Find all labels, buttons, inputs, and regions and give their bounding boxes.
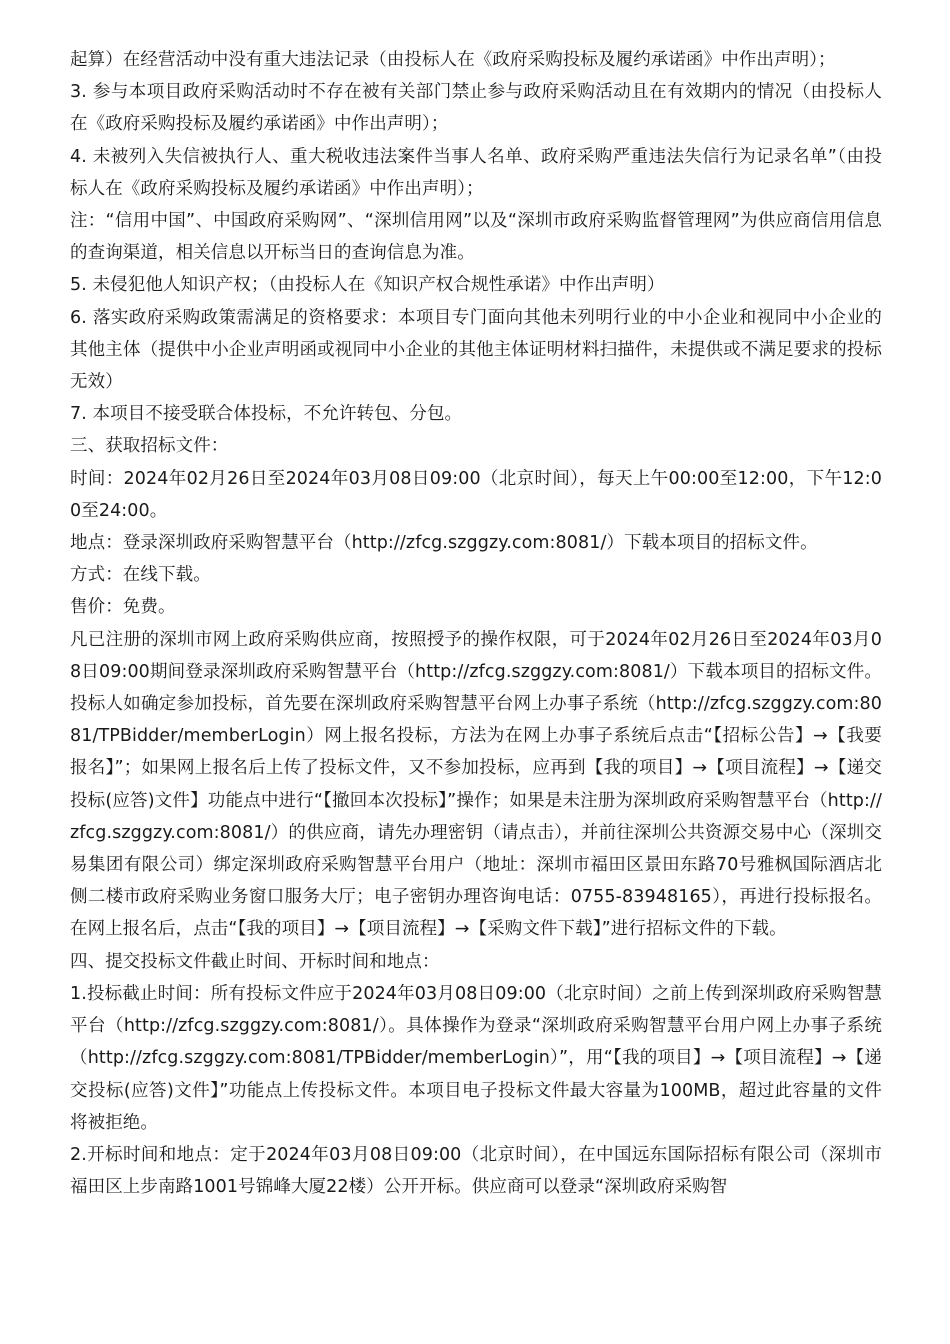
- paragraph-note: 注：“信用中国”、中国政府采购网”、“深圳信用网”以及“深圳市政府采购监督管理网”为供应商信用信息的查询渠道，相关信息以开标当日的查询信息为准。: [70, 211, 882, 264]
- section-heading-submission: 四、提交投标文件截止时间、开标时间和地点：: [70, 951, 440, 972]
- paragraph-registration-instructions: 凡已注册的深圳市网上政府采购供应商，按照授予的操作权限，可于2024年02月26日至2024年03月08日09:00期间登录深圳政府采购智慧平台（http://zfcg.szggzy.com:8081/）下载本项目的招标文件。投标人如确定参加投标，首先要在深圳政府采购智慧平台网上办事子系统（http://zfcg.szggzy.com:8081/TPBidder/memberLogin）网上报名投标，方法为在网上办事子系统后点击“【招标公告】→【我要报名】”；如果网上报名后上传了投标文件，又不参加投标，应再到【我的项目】→【项目流程】→【递交投标(应答)文件】功能点中进行“【撤回本次投标】”操作；如果是未注册为深圳政府采购智慧平台（http://zfcg.szggzy.com:8081/）的供应商，请先办理密钥（请点击），并前往深圳公共资源交易中心（深圳交易集团有限公司）绑定深圳政府采购智慧平台用户（地址：深圳市福田区景田东路70号雅枫国际酒店北侧二楼市政府采购业务窗口服务大厅；电子密钥办理咨询电话：0755-83948165），再进行投标报名。在网上报名后，点击“【我的项目】→【项目流程】→【采购文件下载】”进行招标文件的下载。: [70, 629, 882, 940]
- paragraph-item-6: 6. 落实政府采购政策需满足的资格要求：本项目专门面向其他未列明行业的中小企业和视同中小企业的其他主体（提供中小企业声明函或视同中小企业的其他主体证明材料扫描件，未提供或不满足要求的投标无效）: [70, 307, 882, 393]
- paragraph-opening-time-location: 2.开标时间和地点：定于2024年03月08日09:00（北京时间），在中国远东国际招标有限公司（深圳市福田区上步南路1001号锦峰大厦22楼）公开开标。供应商可以登录“深圳政府采购智: [70, 1144, 882, 1198]
- paragraph-location: 地点：登录深圳政府采购智慧平台（http://zfcg.szggzy.com:8081/）下载本项目的招标文件。: [70, 533, 818, 554]
- paragraph-item-7: 7. 本项目不接受联合体投标，不允许转包、分包。: [70, 404, 463, 425]
- section-heading-obtain-documents: 三、获取招标文件：: [70, 436, 229, 457]
- paragraph-violation-record: 起算）在经营活动中没有重大违法记录（由投标人在《政府采购投标及履约承诺函》中作出声明）；: [70, 50, 836, 70]
- paragraph-submission-deadline: 1.投标截止时间：所有投标文件应于2024年03月08日09:00（北京时间）之前上传到深圳政府采购智慧平台（http://zfcg.szggzy.com:8081/）。具体操作为登录“深圳政府采购智慧平台用户网上办事子系统（http://zfcg.szggzy.com:8081/TPBidder/memberLogin）”，用“【我的项目】→【项目流程】→【递交投标(应答)文件】”功能点上传投标文件。本项目电子投标文件最大容量为100MB，超过此容量的文件将被拒绝。: [70, 983, 882, 1133]
- paragraph-item-3: 3. 参与本项目政府采购活动时不存在被有关部门禁止参与政府采购活动且在有效期内的情况（由投标人在《政府采购投标及履约承诺函》中作出声明）；: [70, 82, 882, 135]
- paragraph-item-4: 4. 未被列入失信被执行人、重大税收违法案件当事人名单、政府采购严重违法失信行为记录名单”（由投标人在《政府采购投标及履约承诺函》中作出声明）；: [70, 146, 882, 199]
- paragraph-method: 方式：在线下载。: [70, 565, 211, 586]
- paragraph-price: 售价：免费。: [70, 597, 176, 618]
- paragraph-item-5: 5. 未侵犯他人知识产权；（由投标人在《知识产权合规性承诺》中作出声明）: [70, 275, 665, 296]
- document-body: [70, 44, 882, 1203]
- paragraph-time: 时间：2024年02月26日至2024年03月08日09:00（北京时间），每天上午00:00至12:00，下午12:00至24:00。: [70, 468, 882, 521]
